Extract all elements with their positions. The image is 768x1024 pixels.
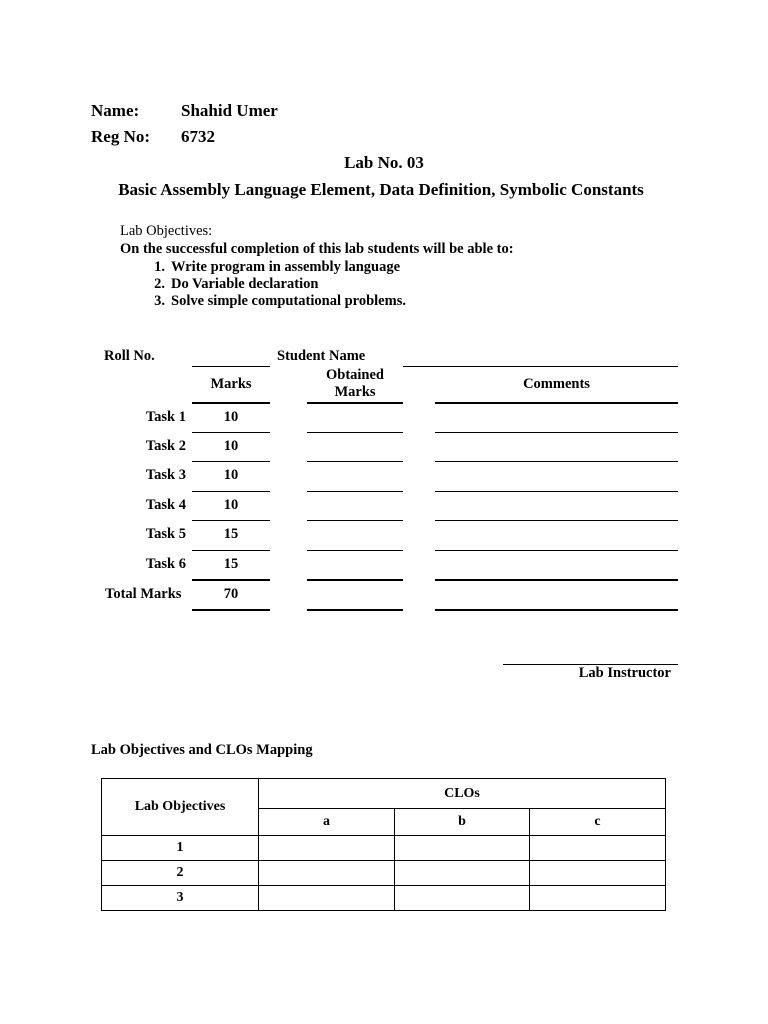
total-marks-label: Total Marks [105,586,182,602]
student-name-line [403,366,678,367]
table-row [102,861,666,886]
marks-header-line [192,402,270,404]
clo-a: a [259,809,395,836]
row-line [192,491,270,492]
clo-b: b [395,809,530,836]
row-line [435,491,678,492]
lab-number: Lab No. 03 [344,153,424,172]
row-line [192,461,270,462]
objectives-intro: On the successful completion of this lab students will be able to: [120,241,514,257]
table-cell[interactable] [395,836,530,861]
table-cell[interactable] [530,836,666,861]
table-row [102,886,666,911]
clo-c: c [530,809,666,836]
task-marks: 10 [223,467,239,483]
name-value: Shahid Umer [181,101,278,120]
row-line [435,432,678,433]
obtained-header-line [307,402,403,404]
table-cell[interactable] [259,861,395,886]
roll-no-label: Roll No. [104,348,155,364]
row-line [435,520,678,521]
row-line [192,579,270,581]
objectives-list [120,259,406,310]
task-label: Task 3 [145,467,186,483]
task-marks: 10 [223,497,239,513]
marks-header: Marks [210,376,252,392]
lab-title: Basic Assembly Language Element, Data Definition, Symbolic Constants [118,180,644,199]
reg-label: Reg No: [91,127,151,146]
col-clos: CLOs [259,779,666,809]
task-label: Task 5 [145,526,186,542]
roll-no-line [192,366,270,367]
row-line [435,461,678,462]
row-line [192,609,270,611]
comments-header-line [435,402,678,404]
task-marks: 10 [223,409,239,425]
task-label: Task 4 [145,497,186,513]
task-marks: 15 [223,556,239,572]
obtained-marks-header: Obtained Marks [325,367,384,400]
objective-item: 2. Do Variable declaration [154,276,319,292]
row-line [307,432,403,433]
mapping-heading: Lab Objectives and CLOs Mapping [91,742,313,758]
table-row [102,836,666,861]
objective-item: 1. Write program in assembly language [154,259,401,275]
clo-mapping-table [101,778,666,911]
objectives-heading: Lab Objectives: [120,223,213,239]
objective-item: 3. Solve simple computational problems. [154,293,406,309]
row-line [435,579,678,581]
task-marks: 15 [223,526,239,542]
table-cell[interactable] [530,861,666,886]
row-line [307,461,403,462]
row-line [307,579,403,581]
task-label: Task 2 [145,438,186,454]
table-cell[interactable] [259,836,395,861]
task-label: Task 6 [145,556,186,572]
row-line [192,550,270,551]
objective-number: 2 [102,861,259,886]
task-marks: 10 [223,438,239,454]
table-cell[interactable] [530,886,666,911]
objective-number: 3 [102,886,259,911]
table-cell[interactable] [395,861,530,886]
row-line [192,432,270,433]
comments-header: Comments [523,376,590,392]
objective-number: 1 [102,836,259,861]
row-line [307,550,403,551]
total-marks-value: 70 [223,586,239,602]
row-line [307,491,403,492]
student-name-label: Student Name [277,348,366,364]
task-label: Task 1 [145,409,186,425]
table-cell[interactable] [395,886,530,911]
row-line [307,520,403,521]
name-label: Name: [91,101,140,120]
col-lab-objectives: Lab Objectives [102,779,259,836]
instructor-label: Lab Instructor [578,665,671,681]
row-line [435,550,678,551]
reg-value: 6732 [181,127,215,146]
row-line [435,609,678,611]
row-line [307,609,403,611]
table-cell[interactable] [259,886,395,911]
row-line [192,520,270,521]
